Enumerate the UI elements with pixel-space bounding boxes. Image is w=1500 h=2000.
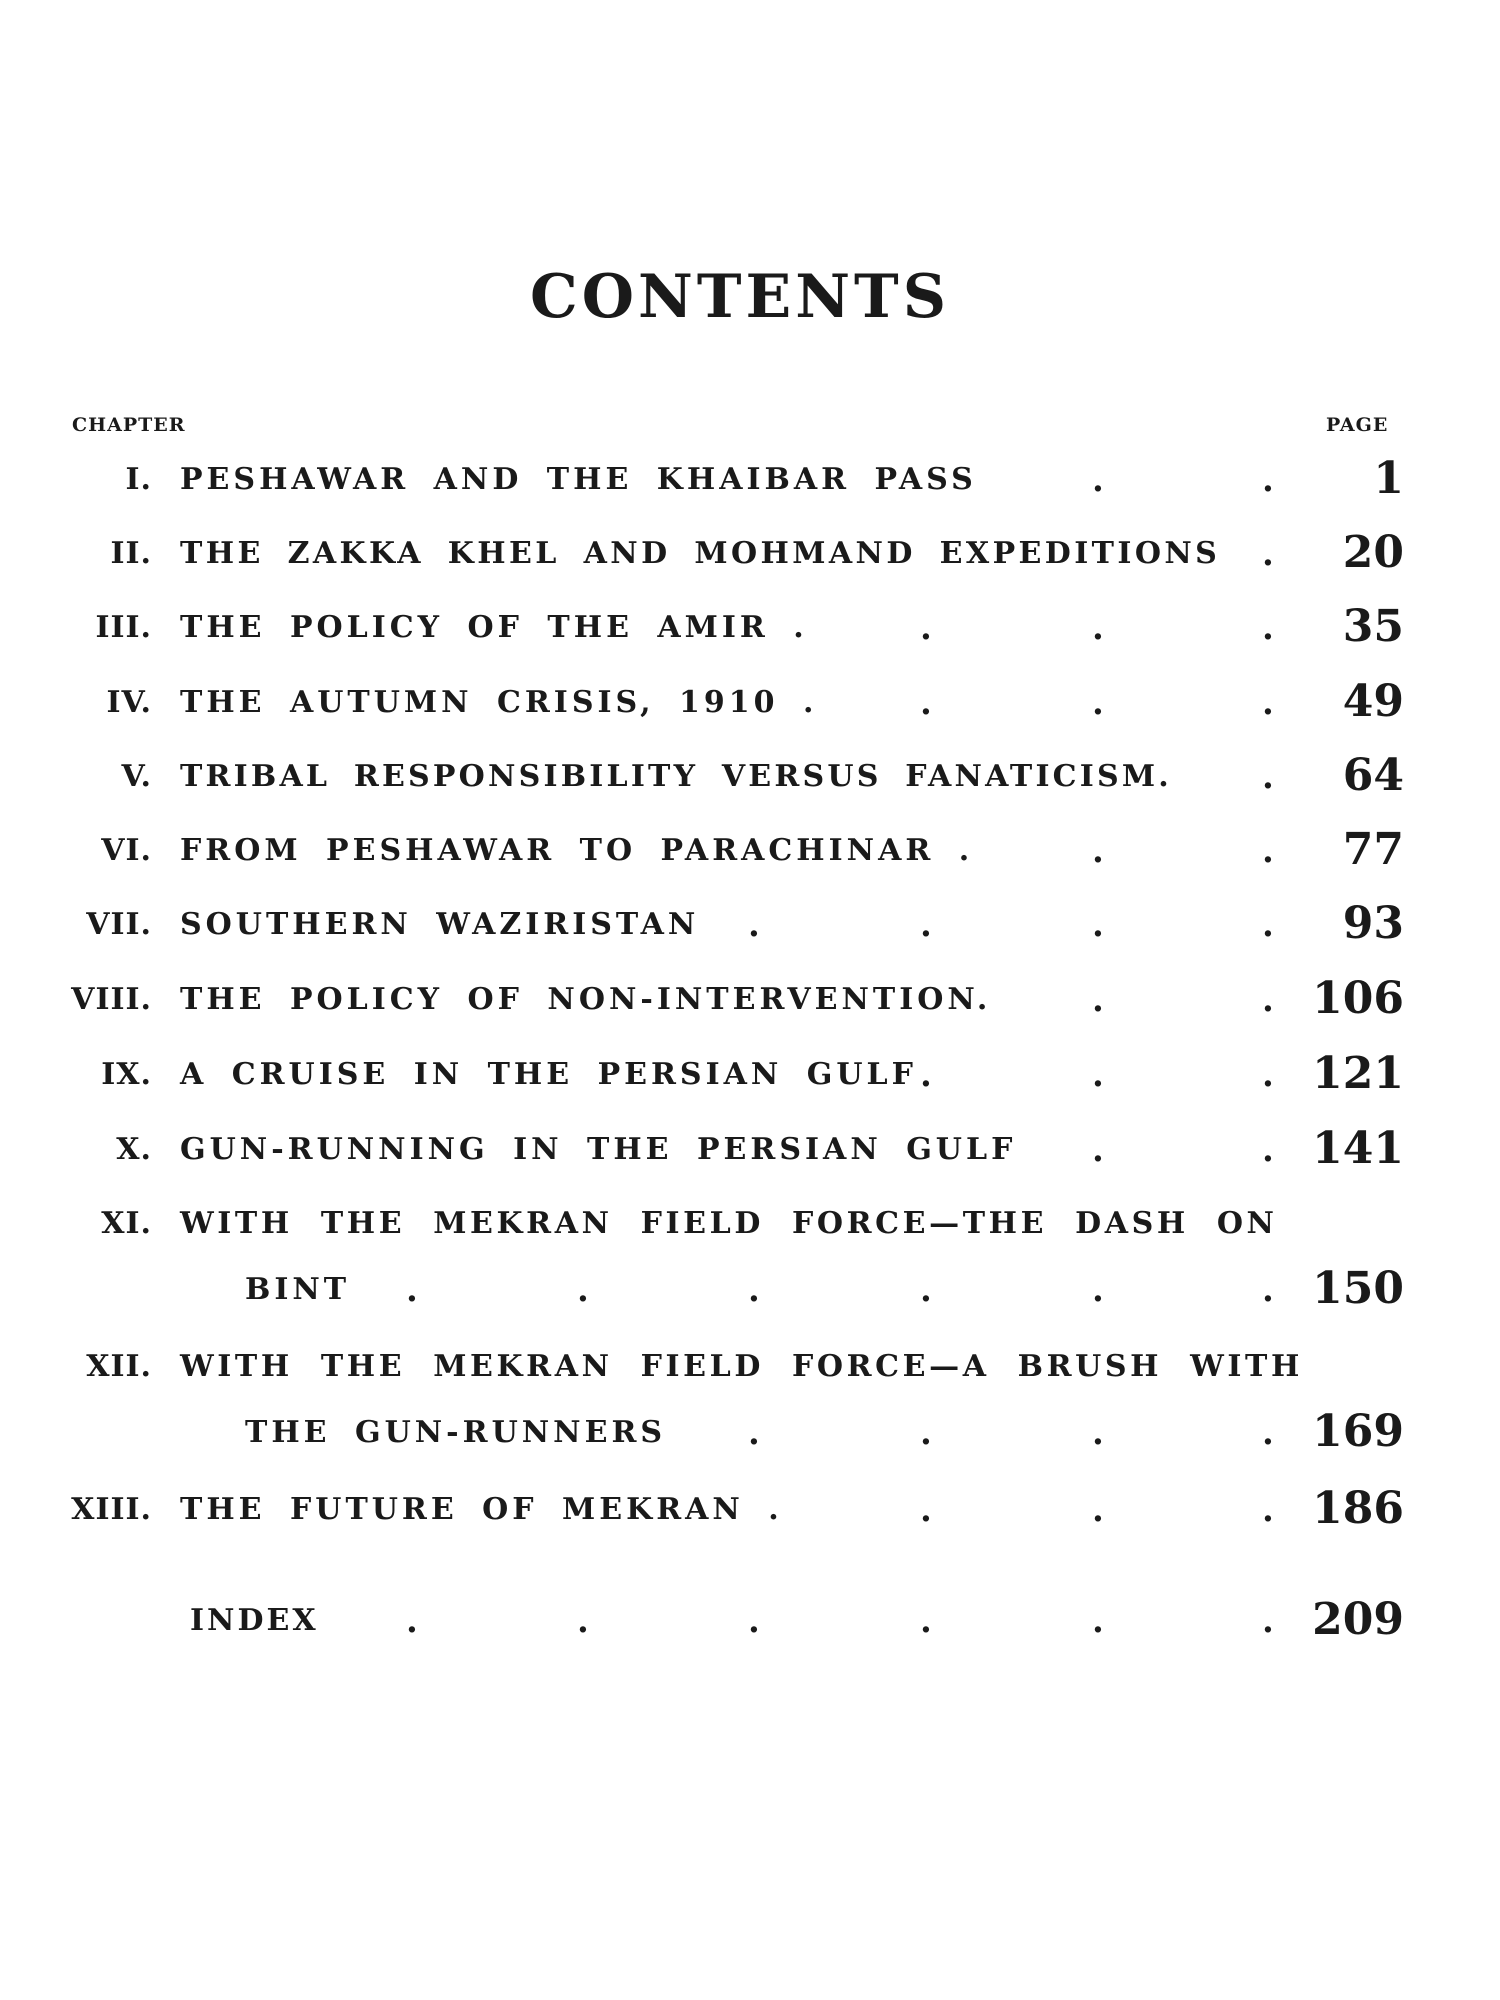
page-number: 35 — [1342, 601, 1404, 652]
toc-entry: IV. THE AUTUMN CRISIS, 1910 . . . . 49 — [106, 676, 1404, 727]
chapter-title: THE FUTURE OF MEKRAN . — [180, 1492, 783, 1527]
page-number: 141 — [1312, 1123, 1404, 1174]
page-number: 64 — [1342, 750, 1404, 801]
chapter-numeral: V. — [121, 759, 152, 794]
toc-entry: IX. A CRUISE IN THE PERSIAN GULF . . . 121 — [101, 1048, 1404, 1099]
chapter-title: THE POLICY OF THE AMIR . — [180, 610, 808, 645]
chapter-title: WITH THE MEKRAN FIELD FORCE—A BRUSH WITH — [180, 1349, 1303, 1384]
chapter-numeral: II. — [110, 536, 152, 571]
page-number: 121 — [1312, 1048, 1404, 1099]
chapter-numeral: X. — [116, 1132, 152, 1167]
toc-entry: III. THE POLICY OF THE AMIR . . . . 35 — [95, 601, 1404, 652]
toc-entry: VI. FROM PESHAWAR TO PARACHINAR . . . 77 — [101, 824, 1404, 875]
chapter-numeral: VI. — [101, 833, 152, 868]
toc-entry: VIII. THE POLICY OF NON-INTERVENTION. . . 106 — [71, 973, 1404, 1024]
chapter-title: FROM PESHAWAR TO PARACHINAR . — [180, 833, 974, 868]
chapter-column-header: CHAPTER — [72, 414, 186, 436]
toc-entry-index: INDEX . . . . . . 209 — [190, 1594, 1404, 1645]
toc-entry: I. PESHAWAR AND THE KHAIBAR PASS . . 1 — [125, 453, 1404, 504]
chapter-numeral: VIII. — [71, 982, 152, 1017]
page-number: 77 — [1342, 824, 1404, 875]
page-number: 169 — [1312, 1406, 1404, 1457]
chapter-numeral: VII. — [86, 907, 152, 942]
toc-entry: V. TRIBAL RESPONSIBILITY VERSUS FANATICISM. . 64 — [121, 750, 1404, 801]
page-number: 49 — [1342, 676, 1404, 727]
chapter-title: SOUTHERN WAZIRISTAN — [180, 907, 700, 942]
toc-entry: XI. WITH THE MEKRAN FIELD FORCE—THE DASH ON BINT . . . . . . 150 — [101, 1206, 1404, 1314]
chapter-numeral: IX. — [101, 1057, 152, 1092]
toc-entry: XII. WITH THE MEKRAN FIELD FORCE—A BRUSH WITH THE GUN-RUNNERS . . . . 169 — [86, 1349, 1404, 1457]
chapter-numeral: XI. — [101, 1206, 152, 1241]
page-number: 20 — [1342, 527, 1404, 578]
chapter-title: WITH THE MEKRAN FIELD FORCE—THE DASH ON — [180, 1206, 1278, 1241]
chapter-title: A CRUISE IN THE PERSIAN GULF — [180, 1057, 917, 1092]
toc-entry: XIII. THE FUTURE OF MEKRAN . . . . 186 — [71, 1483, 1404, 1534]
chapter-title-continuation: BINT — [245, 1272, 351, 1307]
page-number: 150 — [1312, 1263, 1404, 1314]
chapter-numeral: XIII. — [71, 1492, 152, 1527]
page-number: 93 — [1342, 898, 1404, 949]
chapter-title-continuation: THE GUN-RUNNERS — [245, 1415, 667, 1450]
chapter-title: PESHAWAR AND THE KHAIBAR PASS — [180, 462, 977, 497]
chapter-title: THE POLICY OF NON-INTERVENTION. — [180, 982, 992, 1017]
page-number: 106 — [1312, 973, 1404, 1024]
toc-entry: II. THE ZAKKA KHEL AND MOHMAND EXPEDITIONS . 20 — [110, 527, 1404, 578]
chapter-title: THE ZAKKA KHEL AND MOHMAND EXPEDITIONS — [180, 536, 1221, 571]
index-title: INDEX — [190, 1603, 319, 1638]
page-column-header: PAGE — [1326, 414, 1389, 436]
chapter-numeral: XII. — [86, 1349, 152, 1384]
toc-entry: X. GUN-RUNNING IN THE PERSIAN GULF . . 141 — [116, 1123, 1404, 1174]
chapter-numeral: III. — [95, 610, 152, 645]
chapter-title: GUN-RUNNING IN THE PERSIAN GULF — [180, 1132, 1017, 1167]
page-number: 1 — [1373, 453, 1404, 504]
chapter-numeral: I. — [125, 462, 152, 497]
toc-entry: VII. SOUTHERN WAZIRISTAN . . . . 93 — [86, 898, 1404, 949]
page-number: 209 — [1312, 1594, 1404, 1645]
chapter-numeral: IV. — [106, 685, 152, 720]
chapter-title: THE AUTUMN CRISIS, 1910 . — [180, 685, 818, 720]
page-number: 186 — [1312, 1483, 1404, 1534]
page-title: CONTENTS — [529, 262, 951, 332]
chapter-title: TRIBAL RESPONSIBILITY VERSUS FANATICISM. — [180, 759, 1172, 794]
